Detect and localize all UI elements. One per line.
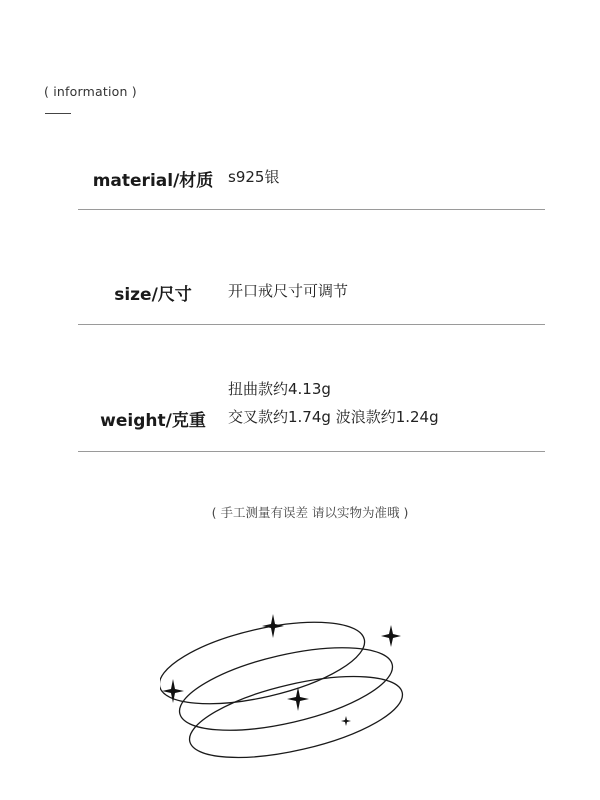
section-tag: ( information ) (44, 84, 137, 99)
divider-material (78, 209, 545, 210)
sparkle-icon (381, 625, 401, 647)
divider-size (78, 324, 545, 325)
sparkle-icon (341, 716, 351, 726)
ring-bottom (182, 660, 409, 765)
section-tag-underline (45, 113, 71, 114)
measurement-note: ( 手工测量有误差 请以实物为准哦 ) (211, 505, 409, 520)
sparkle-icon (162, 679, 184, 703)
spec-value-material: s925银 (228, 168, 280, 186)
spec-label-size: size/尺寸 (114, 285, 192, 305)
spec-value-weight-line1: 扭曲款约4.13g (228, 380, 331, 398)
ring-middle (172, 631, 400, 746)
sparkle-icon (262, 614, 284, 638)
spec-label-material: material/材质 (92, 171, 214, 191)
divider-weight (78, 451, 545, 452)
rings-with-sparkles-icon (160, 605, 420, 765)
spec-label-weight: weight/克重 (100, 411, 206, 431)
spec-value-weight-line2: 交叉款约1.74g 波浪款约1.24g (228, 408, 439, 426)
spec-value-size: 开口戒尺寸可调节 (228, 282, 349, 300)
ring-top (160, 606, 372, 719)
